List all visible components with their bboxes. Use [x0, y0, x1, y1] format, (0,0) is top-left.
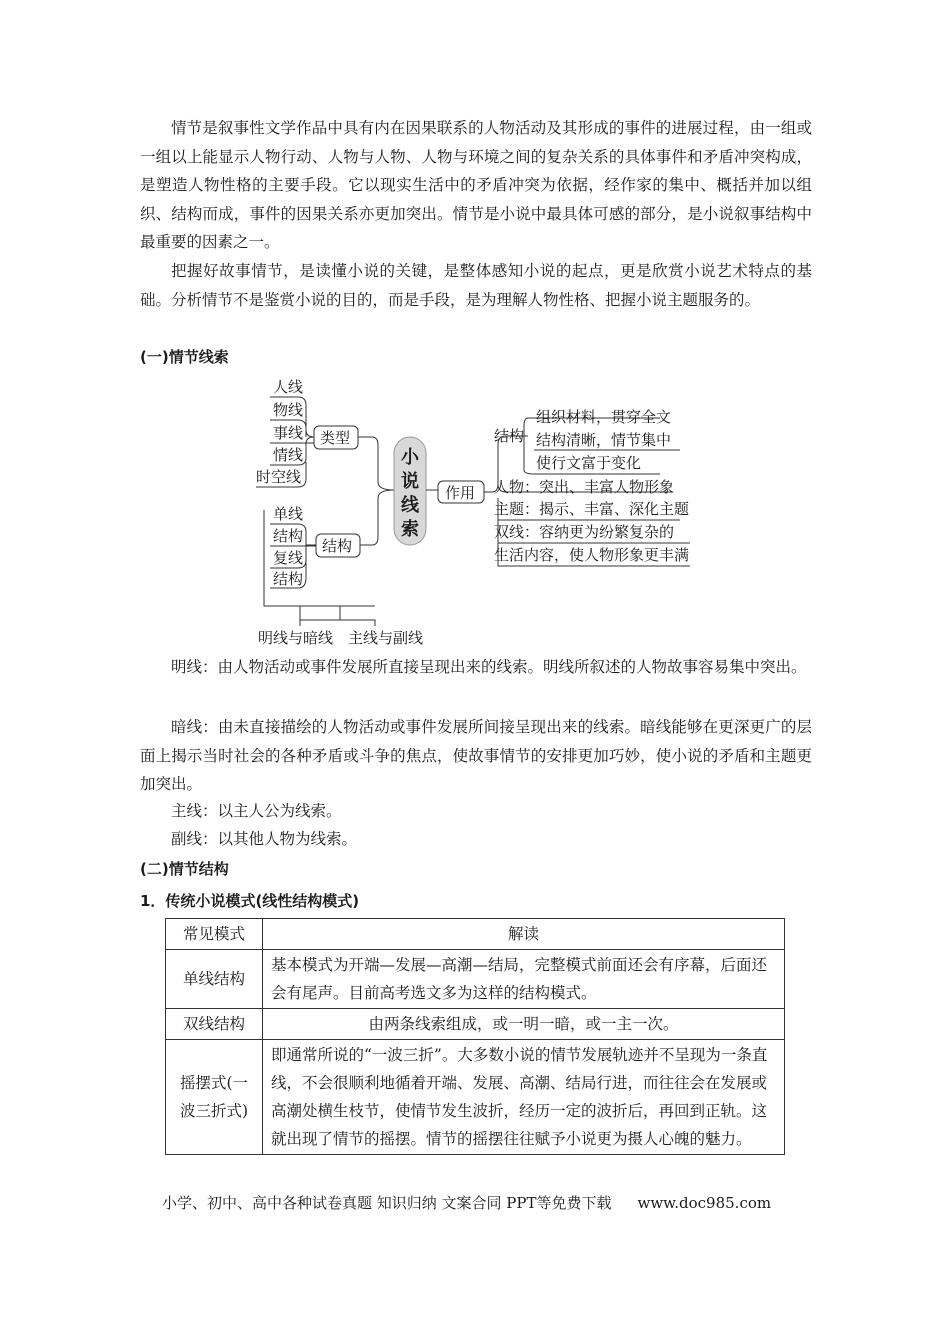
structure-mode-table: [165, 918, 785, 1155]
center-char: 线: [401, 495, 419, 516]
page-footer: [162, 1192, 771, 1213]
function-structure-item: 组织材料，贯穿全文: [536, 408, 672, 426]
mingxian-paragraph: 明线：由人物活动或事件发展所直接呈现出来的线索。明线所叙述的人物故事容易集中突出。: [171, 658, 807, 676]
single-line-label: 结构: [273, 527, 304, 545]
desc-cell: 由两条线索组成，或一明一暗，或一主一次。: [263, 1009, 785, 1040]
type-label: 类型: [320, 429, 351, 447]
type-item: 人线: [273, 378, 304, 396]
type-item: 事线: [273, 424, 304, 442]
section-heading-plot-structure: (二)情节结构: [140, 860, 229, 878]
footer-text: 小学、初中、高中各种试卷真题 知识归纳 文案合同 PPT等免费下载: [162, 1194, 612, 1212]
table-header-cell: 常见模式: [166, 919, 263, 950]
footer-link[interactable]: www.doc985.com: [637, 1194, 772, 1212]
function-character: 人物：突出、丰富人物形象: [494, 478, 675, 496]
desc-cell: 即通常所说的“一波三折”。大多数小说的情节发展轨迹并不呈现为一条直线，不会很顺利地循着开端、发展、高潮、结局行进，而往往会在发展或高潮处横生枝节，使情节发生波折，经历一定的波折后，再回到正轨。这就出现了情节的摇摆。情节的摇摆往往赋予小说更为摄人心魄的魅力。: [263, 1040, 785, 1155]
center-char: 小: [401, 447, 419, 468]
desc-cell: 基本模式为开端—发展—高潮—结局，完整模式前面还会有序幕，后面还会有尾声。目前高考选文多为这样的结构模式。: [263, 950, 785, 1009]
intro-paragraph: 情节是叙事性文学作品中具有内在因果联系的人物活动及其形成的事件的进展过程，由一组或一组以上能显示人物行动、人物与人物、人物与环境之间的复杂关系的具体事件和矛盾冲突构成，是塑造人物性格的主要手段。它以现实生活中的矛盾冲突为依据，经作家的集中、概括并加以组织、结构而成，事件的因果关系亦更加突出。情节是小说中最具体可感的部分，是小说叙事结构中最重要的因素之一。: [140, 119, 812, 251]
table-row: [166, 1040, 785, 1155]
double-line-label: 复线: [273, 549, 304, 567]
plot-clue-mindmap: [0, 0, 950, 660]
structure-label: 结构: [322, 537, 353, 555]
mode-cell: 双线结构: [166, 1009, 263, 1040]
section-heading-plot-clues: (一)情节线索: [140, 348, 229, 366]
center-char: 索: [401, 519, 419, 540]
fuxian-paragraph: 副线：以其他人物为线索。: [171, 830, 358, 848]
center-char: 说: [401, 471, 419, 492]
intro-paragraph-2: 把握好故事情节，是读懂小说的关键，是整体感知小说的起点，更是欣赏小说艺术特点的基础。分析情节不是鉴赏小说的目的，而是手段，是为理解人物性格、把握小说主题服务的。: [140, 262, 812, 309]
function-structure-item: 使行文富于变化: [536, 454, 642, 472]
anxian-paragraph: 暗线：由未直接描绘的人物活动或事件发展所间接呈现出来的线索。暗线能够在更深更广的层面上揭示当时社会的各种矛盾或斗争的焦点，使故事情节的安排更加巧妙，使小说的矛盾和主题更加突出。: [140, 718, 812, 793]
mode-cell: 摇摆式(一波三折式): [166, 1040, 263, 1155]
table-header-row: [166, 919, 785, 950]
table-header-cell: 解读: [263, 919, 785, 950]
function-structure-label: 结构: [494, 427, 525, 445]
table-row: [166, 1009, 785, 1040]
zhuxian-paragraph: 主线：以主人公为线索。: [171, 802, 342, 820]
mode-cell: 单线结构: [166, 950, 263, 1009]
type-item: 时空线: [256, 468, 302, 486]
type-item: 情线: [273, 446, 304, 464]
function-double: 双线：容纳更为纷繁复杂的: [494, 523, 675, 541]
double-line-label: 结构: [273, 570, 304, 588]
subsection-heading: 1．传统小说模式(线性结构模式): [140, 892, 360, 910]
type-item: 物线: [273, 401, 304, 419]
function-structure-item: 结构清晰，情节集中: [536, 431, 672, 449]
function-theme: 主题：揭示、丰富、深化主题: [494, 500, 690, 518]
function-label: 作用: [445, 484, 476, 502]
clue-kinds: 明线与暗线 主线与副线: [258, 629, 424, 647]
single-line-label: 单线: [273, 505, 304, 523]
function-double: 生活内容，使人物形象更丰满: [494, 546, 690, 564]
table-row: [166, 950, 785, 1009]
